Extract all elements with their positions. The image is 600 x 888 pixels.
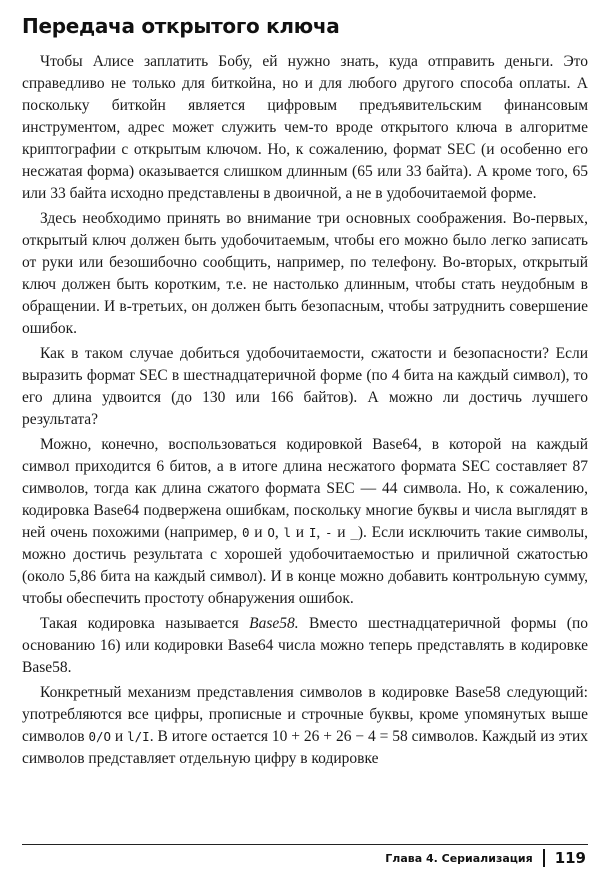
text-and: и: [332, 524, 351, 541]
page-number: 119: [554, 849, 586, 867]
footer-separator: [543, 849, 545, 867]
page-footer: [385, 849, 586, 867]
paragraph-4-text-a: Можно, конечно, воспользоваться кодировкой Base64, в которой на каждый символ приходится 6 битов, а в итоге длина несжатого формата SEC составляет 87 символов, тогда как длина сжатого формата SEC — 44 символа. Но, к сожалению, кодировка Base64 подвержена ошибкам, поскольку многие буквы и числа выглядят в ней очень похожими (например,: [22, 436, 588, 541]
code-char: 0: [241, 525, 250, 540]
text-and: и: [111, 728, 128, 745]
text-and: и: [249, 524, 268, 541]
code-char: -: [325, 525, 333, 540]
paragraph-2: Здесь необходимо принять во внимание три основных соображения. Во-первых, открытый ключ должен быть удобочитаемым, чтобы его можно было легко записать от руки или безошибочно сообщить, например, по телефону. Во-вторых, открытый ключ должен быть коротким, т.е. не настолько длинным, чтобы стать неудобным в обращении. И в-третьих, он должен быть безопасным, чтобы затруднить совершение ошибок.: [22, 210, 588, 337]
chapter-label: Глава 4. Сериализация: [385, 851, 533, 865]
text-comma: ,: [274, 524, 284, 541]
code-char: _: [350, 525, 358, 540]
footer-divider: [22, 844, 588, 845]
code-char: l/I: [127, 729, 150, 744]
term-base58: Base58.: [249, 615, 299, 632]
code-char: O: [267, 525, 275, 540]
text-comma: ,: [316, 524, 325, 541]
code-char: 0/O: [88, 729, 112, 744]
paragraph-5-text-b: Вместо шестнадцатеричной формы (по основанию 16) или кодировки Base64 числа можно теперь представлять в кодировке Base58.: [22, 615, 589, 676]
paragraph-1: Чтобы Алисе заплатить Бобу, ей нужно знать, куда отправить деньги. Это справедливо не только для биткойна, но и для любого другого способа оплаты. А поскольку биткойн является цифровым предъявительским финансовым инструментом, адрес может служить чем-то вроде открытого ключа в алгоритме криптографии с открытым ключом. Но, к сожалению, формат SEC (и особенно его несжатая форма) оказывается слишком длинным (65 или 33 байта). А кроме того, 65 или 33 байта исходно представлены в двоичной, а не в удобочитаемой форме.: [22, 53, 588, 202]
paragraph-6-text-a: Конкретный механизм представления символов в кодировке Base58 следующий: употребляются все цифры, прописные и строчные буквы, кроме упомянутых выше символов: [22, 684, 588, 745]
code-char: I: [308, 525, 317, 540]
section-title: Передача открытого ключа: [22, 14, 340, 38]
paragraph-5: [22, 613, 588, 679]
paragraph-6-text-b: . В итоге остается 10 + 26 + 26 − 4 = 58 символов. Каждый из этих символов представляет отдельную цифру в кодировке: [22, 728, 588, 767]
text-and: и: [291, 524, 309, 541]
body-text: [22, 51, 588, 770]
paragraph-4: [22, 434, 588, 610]
paragraph-5-text-a: Такая кодировка называется: [40, 615, 250, 632]
code-char: l: [283, 525, 292, 540]
paragraph-3: Как в таком случае добиться удобочитаемости, сжатости и безопасности? Если выразить формат SEC в шестнадцатеричной форме (по 4 бита на каждый символ), то его длина удвоится (до 130 или 166 байтов). А можно ли достичь лучшего результата?: [22, 345, 588, 428]
paragraph-6: [22, 682, 588, 770]
paragraph-4-text-b: ). Если исключить такие символы, можно достичь результата с хорошей удобочитаемостью и приличной сжатостью (около 5,86 бита на каждый символ). И в конце можно добавить контрольную сумму, чтобы обеспечить простоту обнаружения ошибок.: [22, 524, 588, 607]
